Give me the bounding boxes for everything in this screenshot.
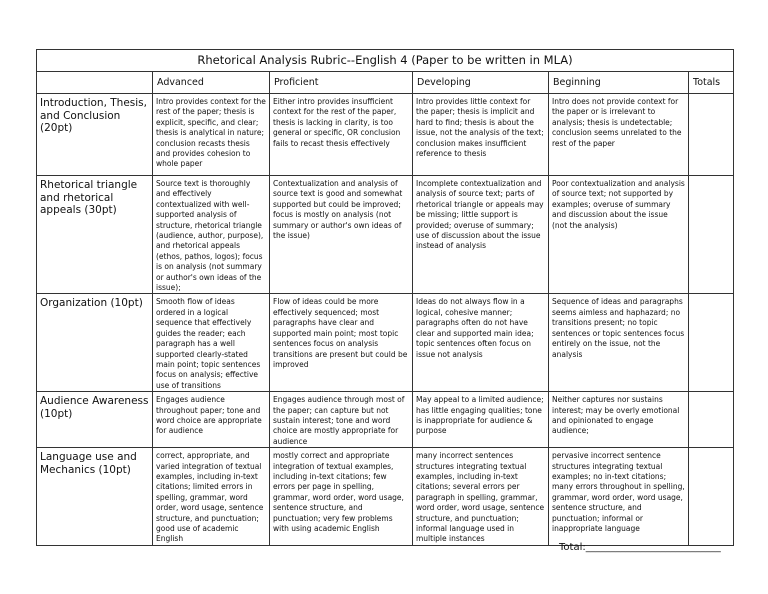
cell-beginning: Intro does not provide context for the paper or is irrelevant to analysis; thesis is undetectable; conclusion seems unrelated to the rest of the paper <box>549 94 689 176</box>
cell-developing: Intro provides little context for the paper; thesis is implicit and hard to find; thesis is about the issue, not the analysis of the text; conclusion makes insufficient reference to thesis <box>413 94 549 176</box>
table-row <box>37 176 734 294</box>
header-totals: Totals <box>689 72 734 94</box>
cell-advanced: correct, appropriate, and varied integration of textual examples, including in-text citations; limited errors in spelling, grammar, word order, word usage, sentence structure, and punctuation; good use of academic English <box>153 448 270 546</box>
header-blank <box>37 72 153 94</box>
cell-total[interactable] <box>689 94 734 176</box>
table-row <box>37 294 734 392</box>
header-advanced: Advanced <box>153 72 270 94</box>
cell-proficient: Contextualization and analysis of source text is good and somewhat supported but could be improved; focus is mostly on analysis (not summary or author's own ideas of the issue) <box>270 176 413 294</box>
criterion-rhetorical-triangle: Rhetorical triangle and rhetorical appeals (30pt) <box>37 176 153 294</box>
cell-advanced: Source text is thoroughly and effectively contextualized with well-supported analysis of structure, rhetorical triangle (audience, author, purpose), and rhetorical appeals (ethos, pathos, logos); focus is on analysis (not summary or author's own ideas of the issue); <box>153 176 270 294</box>
header-beginning: Beginning <box>549 72 689 94</box>
cell-beginning: pervasive incorrect sentence structures integrating textual examples; no in-text citations; many errors throughout in spelling, grammar, word order, word usage, sentence structure, and punctuation; informal or inappropriate language <box>549 448 689 546</box>
cell-proficient: Flow of ideas could be more effectively sequenced; most paragraphs have clear and supported main point; most topic sentences focus on analysis transitions are present but could be improved <box>270 294 413 392</box>
criterion-introduction: Introduction, Thesis, and Conclusion (20pt) <box>37 94 153 176</box>
rubric-title: Rhetorical Analysis Rubric--English 4 (Paper to be written in MLA) <box>37 50 734 72</box>
cell-developing: Ideas do not always flow in a logical, cohesive manner; paragraphs often do not have clear and supported main idea; topic sentences often focus on issue not analysis <box>413 294 549 392</box>
cell-advanced: Engages audience throughout paper; tone and word choice are appropriate for audience <box>153 392 270 448</box>
header-proficient: Proficient <box>270 72 413 94</box>
cell-proficient: mostly correct and appropriate integration of textual examples, including in-text citations; few errors per page in spelling, grammar, word order, word usage, sentence structure, and punctuation; very few problems with using academic English <box>270 448 413 546</box>
cell-advanced: Smooth flow of ideas ordered in a logical sequence that effectively guides the reader; each paragraph has a well supported clearly-stated main point; topic sentences focus on analysis; effective use of transitions <box>153 294 270 392</box>
criterion-organization: Organization (10pt) <box>37 294 153 392</box>
cell-total[interactable] <box>689 176 734 294</box>
cell-advanced: Intro provides context for the rest of the paper; thesis is explicit, specific, and clear; thesis is analytical in nature; conclusion recasts thesis and provides cohesion to whole paper <box>153 94 270 176</box>
cell-total[interactable] <box>689 294 734 392</box>
cell-total[interactable] <box>689 392 734 448</box>
table-row <box>37 392 734 448</box>
rubric-table <box>36 49 734 546</box>
cell-developing: Incomplete contextualization and analysis of source text; parts of rhetorical triangle or appeals may be missing; little support is provided; overuse of summary; use of discussion about the issue instead of analysis <box>413 176 549 294</box>
cell-beginning: Neither captures nor sustains interest; may be overly emotional and opinionated to engage audience; <box>549 392 689 448</box>
cell-beginning: Poor contextualization and analysis of source text; not supported by examples; overuse of summary and discussion about the issue (not the analysis) <box>549 176 689 294</box>
criterion-language-mechanics: Language use and Mechanics (10pt) <box>37 448 153 546</box>
cell-developing: many incorrect sentences structures integrating textual examples, including in-text citations; several errors per paragraph in spelling, grammar, word order, word usage, sentence structure, and punctuation; informal language used in multiple instances <box>413 448 549 546</box>
grand-total-line: Total:___________________________ <box>559 542 721 553</box>
table-row <box>37 448 734 546</box>
title-row <box>37 50 734 72</box>
header-row <box>37 72 734 94</box>
criterion-audience-awareness: Audience Awareness (10pt) <box>37 392 153 448</box>
header-developing: Developing <box>413 72 549 94</box>
cell-proficient: Either intro provides insufficient context for the rest of the paper, thesis is lacking in clarity, is too general or specific, OR conclusion fails to recast thesis effectively <box>270 94 413 176</box>
cell-proficient: Engages audience through most of the paper; can capture but not sustain interest; tone and word choice are mostly appropriate for audience <box>270 392 413 448</box>
cell-beginning: Sequence of ideas and paragraphs seems aimless and haphazard; no transitions present; no topic sentences or topic sentences focus entirely on the issue, not the analysis <box>549 294 689 392</box>
cell-total[interactable] <box>689 448 734 546</box>
cell-developing: May appeal to a limited audience; has little engaging qualities; tone is inappropriate for audience & purpose <box>413 392 549 448</box>
table-row <box>37 94 734 176</box>
